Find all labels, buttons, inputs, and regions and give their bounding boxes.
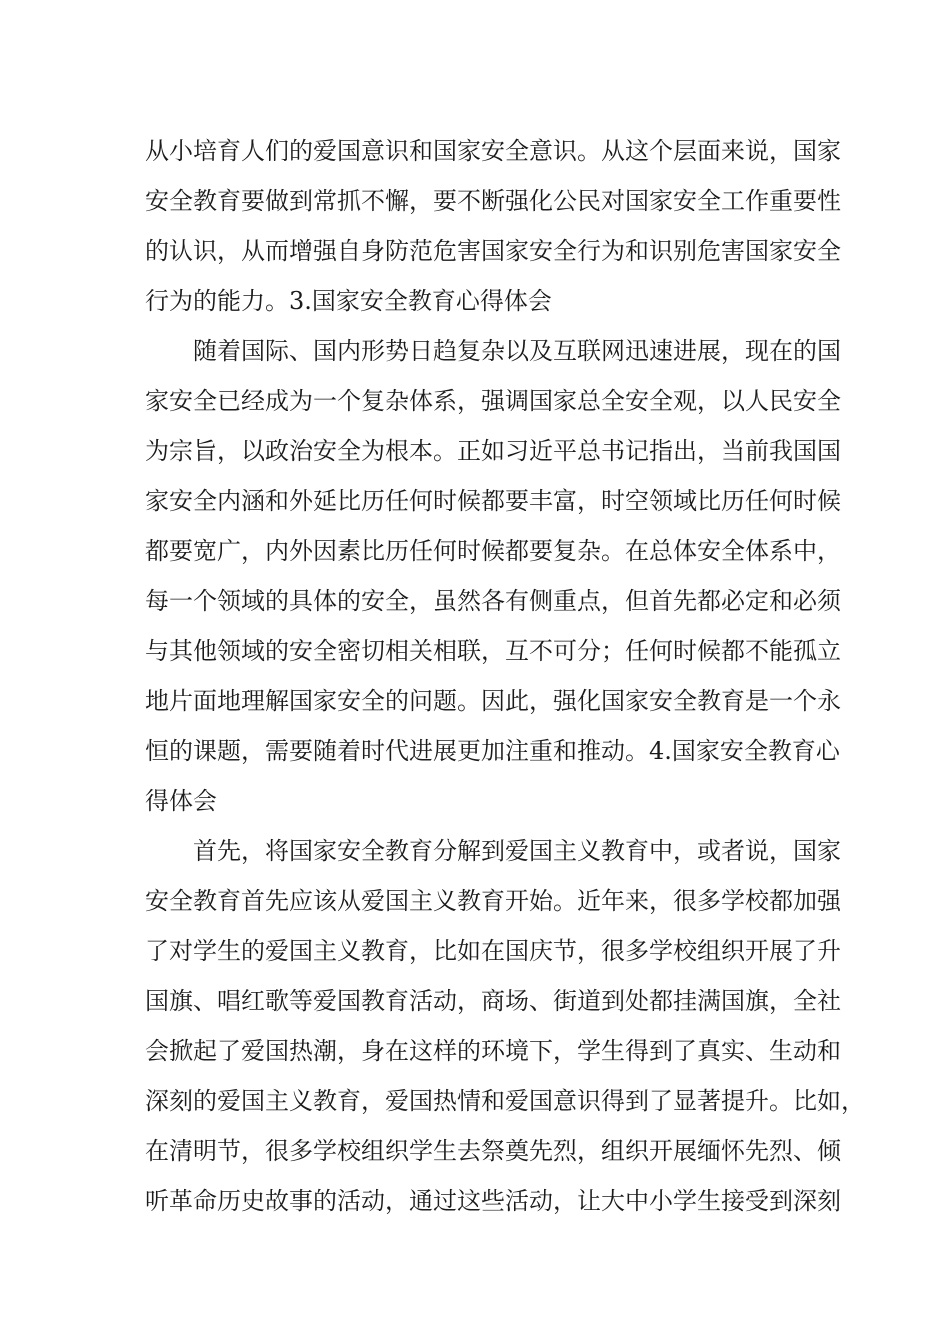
text-line: 都要宽广，内外因素比历任何时候都要复杂。在总体安全体系中， — [145, 537, 841, 565]
text-line: 的认识，从而增强自身防范危害国家安全行为和识别危害国家安全 — [145, 237, 841, 265]
text-line: 为宗旨，以政治安全为根本。正如习近平总书记指出，当前我国国 — [145, 437, 841, 465]
text-line: 恒的课题，需要随着时代进展更加注重和推动。4.国家安全教育心 — [145, 737, 840, 765]
text-line: 家安全内涵和外延比历任何时候都要丰富，时空领域比历任何时候 — [145, 487, 841, 515]
text-line: 家安全已经成为一个复杂体系，强调国家总全安全观，以人民安全 — [145, 387, 841, 415]
paragraph-first-line: 首先，将国家安全教育分解到爱国主义教育中，或者说，国家 — [193, 837, 841, 865]
text-line: 地片面地理解国家安全的问题。因此，强化国家安全教育是一个永 — [145, 687, 841, 715]
text-line: 安全教育首先应该从爱国主义教育开始。近年来，很多学校都加强 — [145, 887, 841, 915]
text-line: 国旗、唱红歌等爱国教育活动，商场、街道到处都挂满国旗，全社 — [145, 987, 841, 1015]
text-line: 与其他领域的安全密切相关相联，互不可分；任何时候都不能孤立 — [145, 637, 841, 665]
text-line: 听革命历史故事的活动，通过这些活动，让大中小学生接受到深刻 — [145, 1187, 841, 1215]
text-line: 在清明节，很多学校组织学生去祭奠先烈，组织开展缅怀先烈、倾 — [145, 1137, 841, 1165]
text-line: 得体会 — [145, 787, 217, 815]
text-line: 会掀起了爱国热潮，身在这样的环境下，学生得到了真实、生动和 — [145, 1037, 841, 1065]
text-line: 每一个领域的具体的安全，虽然各有侧重点，但首先都必定和必须 — [145, 587, 841, 615]
paragraph-first-line: 随着国际、国内形势日趋复杂以及互联网迅速进展，现在的国 — [193, 337, 841, 365]
text-line: 深刻的爱国主义教育，爱国热情和爱国意识得到了显著提升。比如， — [145, 1087, 865, 1115]
text-line: 行为的能力。3.国家安全教育心得体会 — [145, 287, 552, 315]
text-line: 从小培育人们的爱国意识和国家安全意识。从这个层面来说，国家 — [145, 137, 841, 165]
text-line: 了对学生的爱国主义教育，比如在国庆节，很多学校组织开展了升 — [145, 937, 841, 965]
text-line: 安全教育要做到常抓不懈，要不断强化公民对国家安全工作重要性 — [145, 187, 841, 215]
